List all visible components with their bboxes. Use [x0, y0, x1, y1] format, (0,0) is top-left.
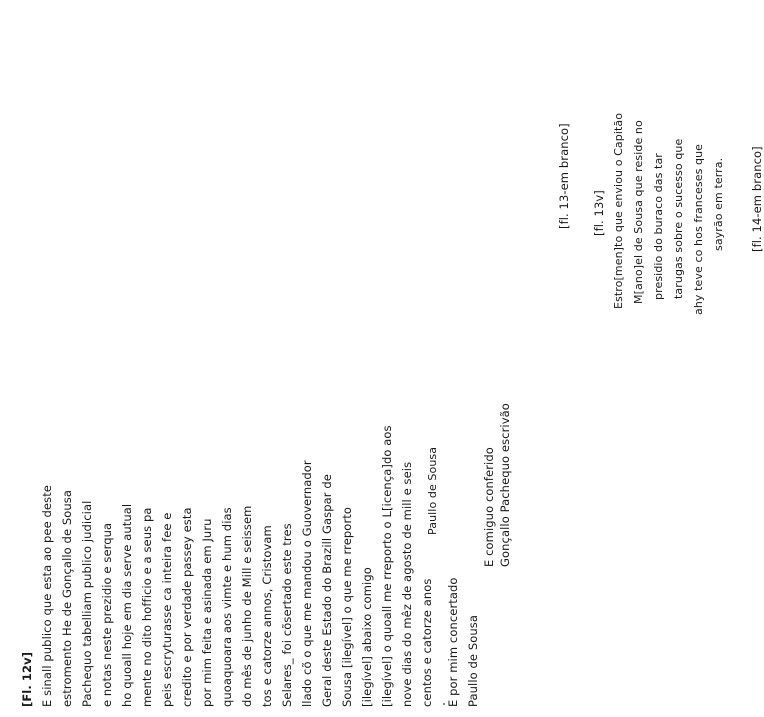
folio-blank-14: [fl. 14-em branco] [750, 146, 764, 252]
text-line: do mês de junho de Mill e seissem [240, 505, 254, 707]
folio-label-13v: [fl. 13v] [592, 190, 606, 236]
text-line: e notas neste prezidio e serqua [100, 522, 114, 707]
closing-line: E por mim concertado [446, 577, 460, 707]
closing-signature: Paullo de Sousa [466, 614, 480, 707]
folio-blank-13: [fl. 13-em branco] [557, 123, 571, 229]
text-line: llado cõ o que me mandou o Guovernador [300, 460, 314, 707]
text-line: sayrão em terra. [712, 157, 725, 251]
text-line: nove dias do mêz de agosto de mill e seis [400, 461, 414, 707]
text-line: por mim feita e asinada em Juru [200, 518, 214, 707]
text-line: Geral deste Estado do Brazill Gaspar de [320, 474, 334, 707]
text-line: estromento He de Gonçallo de Sousa [60, 489, 74, 707]
text-line: M[ano]el de Sousa que reside no [632, 120, 645, 304]
folio-label-12v: [Fl. 12v] [20, 651, 34, 707]
conferido-signature: Gonçallo Pachequo escrivão [498, 403, 512, 567]
text-line: [ilegível] o quoall me rreporto o L[icença]do aos [380, 425, 394, 707]
text-line: peis escryturasse ca inteira fee e [160, 512, 174, 707]
text-line: presidio do buraco das tar [652, 153, 665, 300]
text-line: Sousa [ilegível] o que me rreporto [340, 506, 354, 707]
conferido-line: E comiguo conferido [482, 447, 496, 567]
text-line: tos e catorze annos, Cristovam [260, 525, 274, 707]
text-line: centos e catorze anos [420, 578, 434, 707]
text-line: ho quoall hoje em dia serve autual [120, 503, 134, 707]
text-line: Pachequo tabelliam publico judicial [80, 500, 94, 707]
text-line: quoaquoara aos vimte e hum dias [220, 507, 234, 707]
text-line: credito e por verdade passey esta [180, 507, 194, 707]
text-line: ahy teve co hos franceses que [692, 143, 705, 315]
text-line: Selares_ foi cõsertado este tres [280, 523, 294, 707]
text-line: Estro[men]to que enviou o Capitão [612, 112, 625, 309]
text-line: [ilegível] abaixo comigo [360, 567, 374, 707]
scan-speck [443, 703, 445, 705]
text-line: mente no dito hofficio e a seus pa [140, 507, 154, 707]
text-line: tarugas sobre o sucesso que [672, 138, 685, 299]
text-line: E sinall publico que esta ao pee deste [40, 485, 54, 707]
signature-paullo-de-sousa: Paullo de Sousa [426, 446, 439, 535]
